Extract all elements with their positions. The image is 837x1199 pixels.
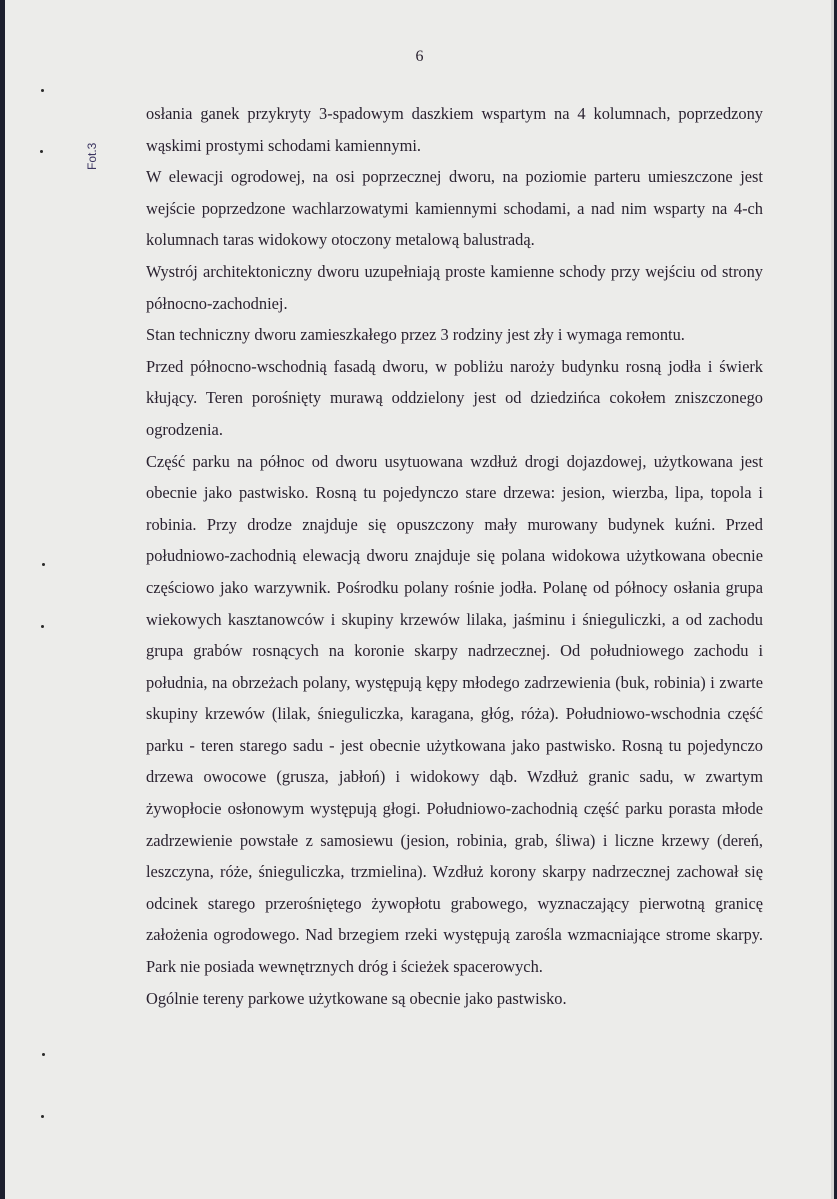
punch-hole-mark <box>41 89 44 92</box>
paragraph: Wystrój architektoniczny dworu uzupełniają proste kamienne schody przy wejściu od strony północno-zachodniej. <box>146 261 763 313</box>
paragraph: W elewacji ogrodowej, na osi poprzecznej dworu, na poziomie parteru umieszczone jest wejście poprzedzone wachlarzowatymi kamiennymi schodami, a nad nim wsparty na 4-ch kolumnach taras widokowy otoczony metalową balustradą. <box>146 167 763 250</box>
punch-hole-mark <box>41 1115 44 1118</box>
body-text <box>146 98 763 1014</box>
photo-reference-label: Fot.3 <box>85 142 99 170</box>
punch-hole-mark <box>42 563 45 566</box>
paragraph: Część parku na północ od dworu usytuowana wzdłuż drogi dojazdowej, użytkowana jest obecnie jako pastwisko. Rosną tu pojedynczo stare drzewa: jesion, wierzba, lipa, topola i robinia. Przy drodze znajduje się opuszczony mały murowany budynek kuźni. Przed południowo-zachodnią elewacją dworu znajduje się polana widokowa użytkowana obecnie częściowo jako warzywnik. Pośrodku polany rośnie jodła. Polanę od północy osłania grupa wiekowych kasztanowców i skupiny krzewów lilaka, jaśminu i śnieguliczki, a od zachodu grupa grabów rosnących na koronie skarpy nadrzecznej. Od południowego zachodu i południa, na obrzeżach polany, występują kępy młodego zadrzewienia (buk, robinia) i zwarte skupiny krzewów (lilak, śnieguliczka, karagana, głóg, róża). Południowo-wschodnia część parku - teren starego sadu - jest obecnie użytkowana jako pastwisko. Rosną tu pojedynczo drzewa owocowe (grusza, jabłoń) i widokowy dąb. Wzdłuż granic sadu, w zwartym żywopłocie osłonowym występują głogi. Południowo-zachodnią część parku porasta młode zadrzewienie powstałe z samosiewu (jesion, robinia, grab, śliwa) i liczne krzewy (dereń, leszczyna, róże, śnieguliczka, trzmielina). Wzdłuż korony skarpy nadrzecznej zachował się odcinek starego przerośniętego żywopłotu grabowego, wyznaczający pierwotną granicę założenia ogrodowego. Nad brzegiem rzeki występują zarośla wzmacniające strome skarpy. Park nie posiada wewnętrznych dróg i ścieżek spacerowych. <box>146 451 763 977</box>
paragraph: Przed północno-wschodnią fasadą dworu, w pobliżu naroży budynku rosną jodła i świerk kłujący. Teren porośnięty murawą oddzielony jest od dziedzińca cokołem zniszczonego ogrodzenia. <box>146 356 763 439</box>
punch-hole-mark <box>42 1053 45 1056</box>
paragraph: Ogólnie tereny parkowe użytkowane są obecnie jako pastwisko. <box>146 988 567 1008</box>
page-edge <box>831 0 834 1199</box>
page-number: 6 <box>415 48 424 65</box>
paragraph: osłania ganek przykryty 3-spadowym daszkiem wspartym na 4 kolumnach, poprzedzony wąskimi prostymi schodami kamiennymi. <box>146 104 763 155</box>
document-page <box>5 0 834 1199</box>
punch-hole-mark <box>41 625 44 628</box>
paragraph: Stan techniczny dworu zamieszkałego przez 3 rodziny jest zły i wymaga remontu. <box>146 325 685 345</box>
punch-hole-mark <box>40 150 43 153</box>
